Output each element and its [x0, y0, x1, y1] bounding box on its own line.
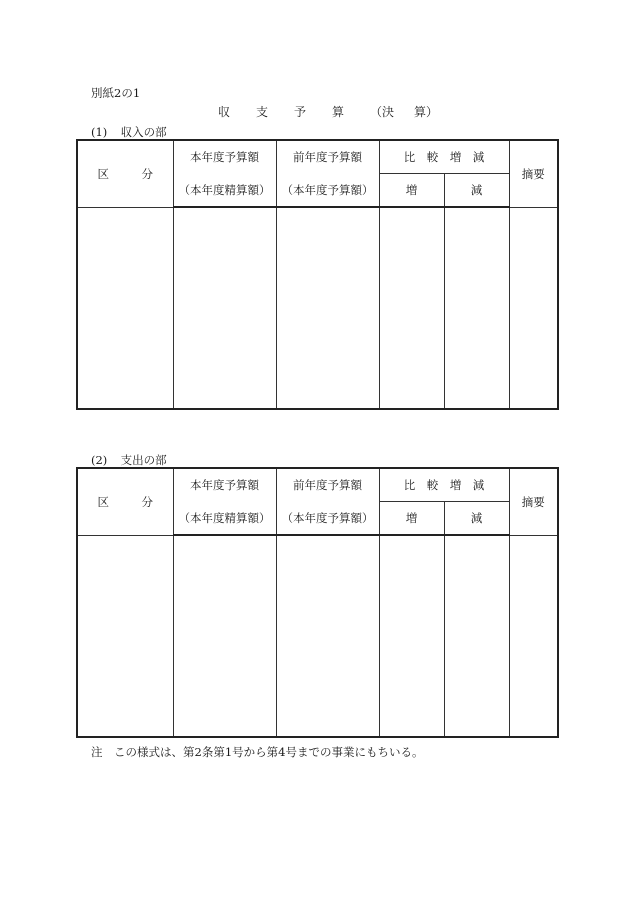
section-heading-expense — [91, 452, 167, 468]
income-table — [76, 139, 559, 410]
document-title — [218, 103, 438, 120]
title-char: （決 — [370, 105, 395, 119]
remarks-header: 摘要 — [509, 468, 558, 535]
title-char: 算） — [414, 105, 439, 119]
title-char: 予 — [294, 105, 307, 119]
attachment-number: 別紙2の1 — [91, 86, 141, 100]
current-budget-cell[interactable] — [173, 535, 276, 737]
increase-header: 増 — [379, 501, 444, 535]
category-cell[interactable] — [77, 535, 173, 737]
comparison-header: 比 較 増 減 — [379, 468, 509, 501]
decrease-header: 減 — [444, 501, 509, 535]
previous-current-header: （本年度予算額） — [276, 501, 379, 535]
category-char: 区 — [97, 494, 109, 509]
decrease-cell[interactable] — [444, 535, 509, 737]
title-char: 支 — [256, 105, 269, 119]
previous-budget-cell[interactable] — [276, 535, 379, 737]
decrease-header: 減 — [444, 173, 509, 207]
category-char: 区 — [97, 166, 109, 181]
previous-budget-header: 前年度予算額 — [276, 140, 379, 173]
section-title: 収入の部 — [120, 125, 167, 139]
section-heading-income — [91, 124, 167, 140]
title-char: 収 — [218, 105, 231, 119]
title-char: 算 — [332, 105, 345, 119]
remarks-cell[interactable] — [509, 207, 558, 409]
increase-cell[interactable] — [379, 535, 444, 737]
current-settlement-header: （本年度精算額） — [173, 501, 276, 535]
category-char: 分 — [141, 494, 153, 509]
previous-budget-cell[interactable] — [276, 207, 379, 409]
current-budget-cell[interactable] — [173, 207, 276, 409]
increase-header: 増 — [379, 173, 444, 207]
category-header — [77, 468, 173, 535]
previous-budget-header: 前年度予算額 — [276, 468, 379, 501]
section-title: 支出の部 — [120, 453, 167, 467]
current-settlement-header: （本年度精算額） — [173, 173, 276, 207]
footnote: 注 この様式は、第2条第1号から第4号までの事業にもちいる。 — [91, 745, 424, 759]
category-header — [77, 140, 173, 207]
current-budget-header: 本年度予算額 — [173, 140, 276, 173]
decrease-cell[interactable] — [444, 207, 509, 409]
comparison-header: 比 較 増 減 — [379, 140, 509, 173]
increase-cell[interactable] — [379, 207, 444, 409]
category-cell[interactable] — [77, 207, 173, 409]
current-budget-header: 本年度予算額 — [173, 468, 276, 501]
expense-table — [76, 467, 559, 738]
section-number: (2) — [91, 453, 108, 467]
section-number: (1) — [91, 125, 108, 139]
remarks-cell[interactable] — [509, 535, 558, 737]
remarks-header: 摘要 — [509, 140, 558, 207]
category-char: 分 — [141, 166, 153, 181]
previous-current-header: （本年度予算額） — [276, 173, 379, 207]
